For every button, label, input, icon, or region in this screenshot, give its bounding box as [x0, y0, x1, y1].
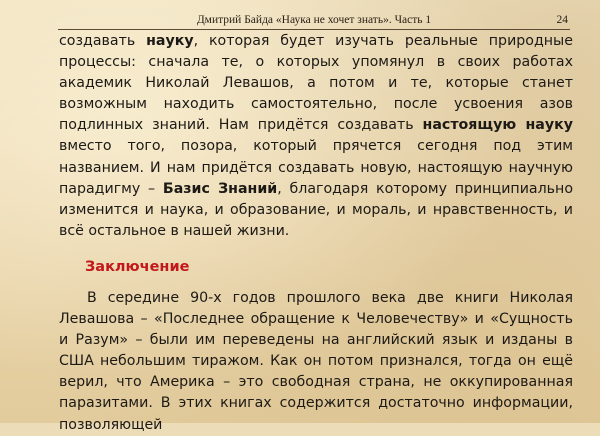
text-run: , которая будет изучать реальные природные процессы: сначала те, о которых упомянул в своих работах академик Николай Левашов, а потом и те, которые станет возможным находить самостоятельно, после усвоения азов подлинных знаний. Нам придётся создавать [59, 33, 573, 134]
text-run: , благодаря которому принципиально изменится и наука, и образование, и мораль, и нравственность, и всё остальное в нашей жизни. [59, 180, 573, 239]
paragraph-conclusion: В середине 90-х годов прошлого века две книги Николая Левашова – «Последнее обращение к Человечеству» и «Сущность и Разум» – были им переведены на английский язык и изданы в США небольшим тиражом. Как он потом признался, тогда он ещё верил, что Америка – это свободная страна, не оккупированная паразитами. В этих книгах содержится достаточно информации, позволяющей [59, 289, 573, 433]
bold-term-science: науку [146, 33, 194, 49]
bold-term-real-science: настоящую науку [422, 117, 573, 134]
page-number: 24 [556, 14, 568, 26]
running-header [58, 9, 570, 30]
header-title: Дмитрий Байда «Наука не хочет знать». Часть 1 [196, 14, 432, 26]
section-heading: Заключение [85, 258, 190, 275]
paragraph-continued [59, 31, 573, 242]
page-body [59, 31, 573, 436]
text-run: создавать [59, 33, 147, 49]
bold-term-basis-of-knowledge: Базис Знаний [162, 180, 278, 197]
text-run: вместо того, позора, который прячется сегодня под этим названием. И нам придётся создавать новую, настоящую научную парадигму – [59, 138, 573, 197]
